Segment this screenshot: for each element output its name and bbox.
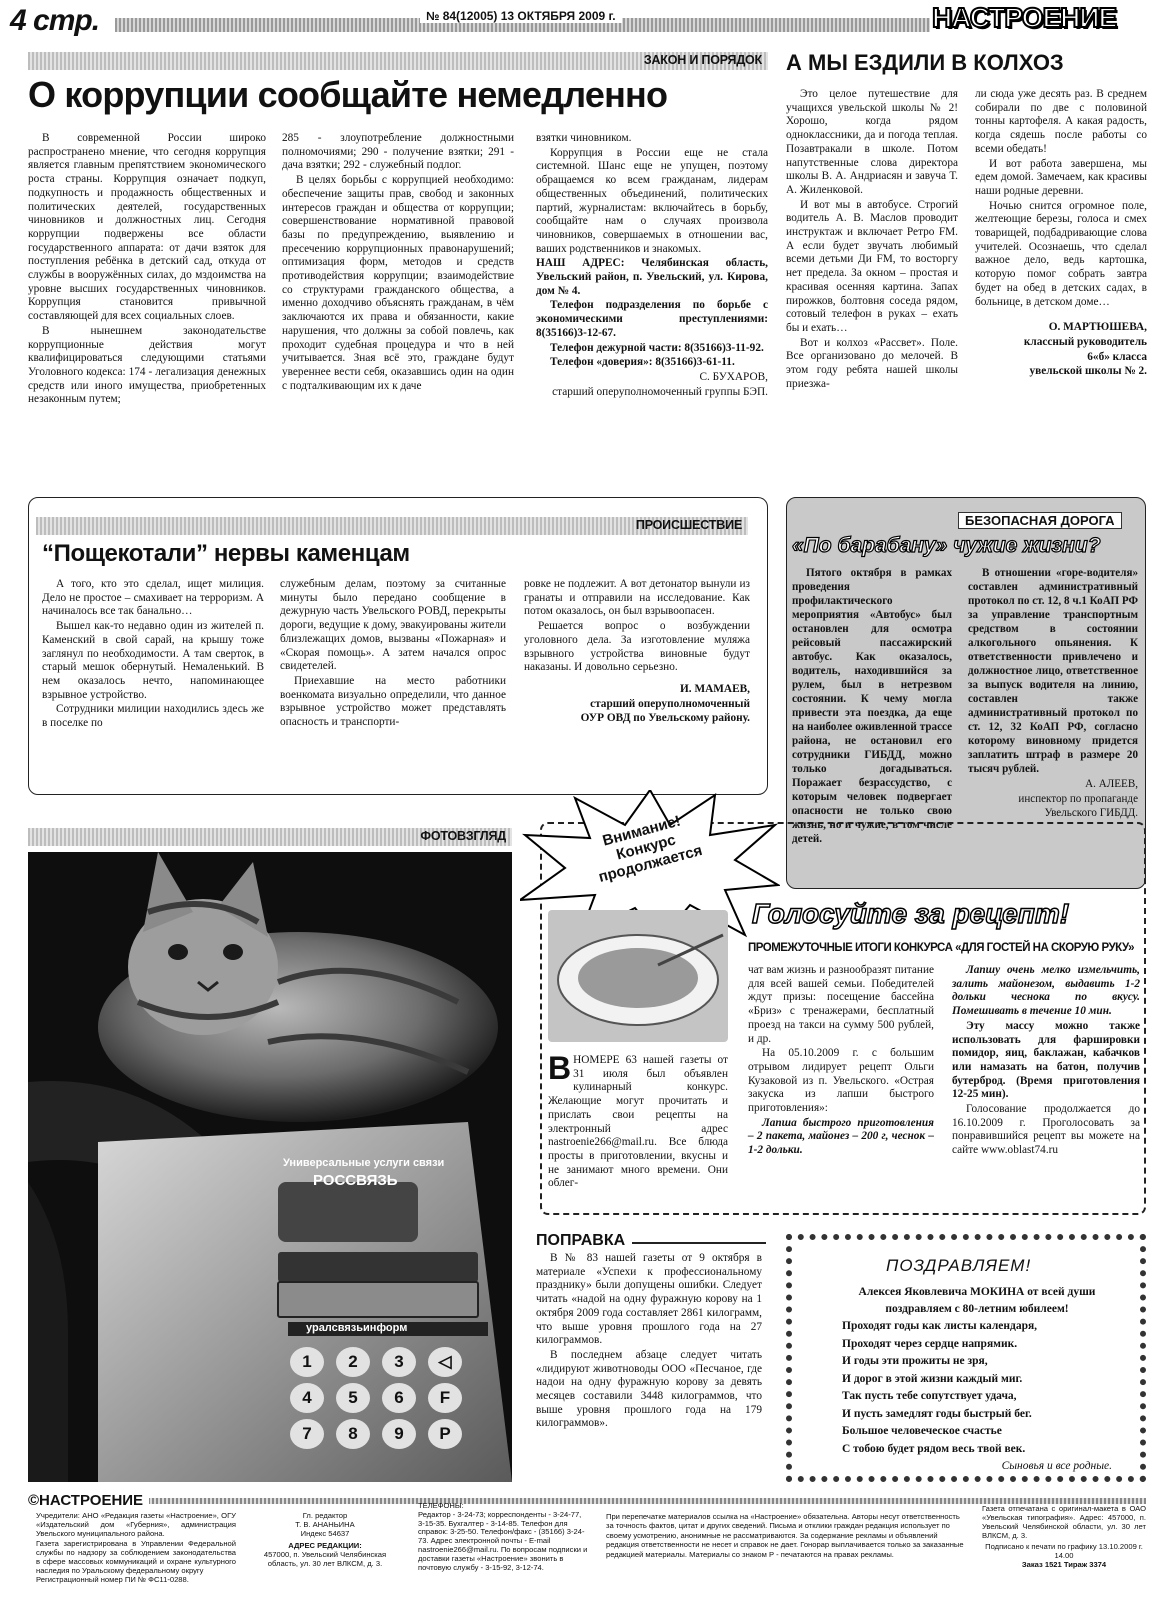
paragraph: В № 83 нашей газеты от 9 октября в материале «Успехи к профессиональному празднику» были допущены ошибки. Следует читать «надой на одну фуражную корову на 1 октября 2009 года составляет 2861 килограмм, что выше уровня прошлого года на 27 килограммов. bbox=[536, 1252, 762, 1347]
kolkhoz-col1 bbox=[786, 88, 958, 392]
paragraph: В последнем абзаце следует читать «лидируют животноводы ООО «Песчаное, где надои на одну фуражную корову за девять месяцев составили 3448 килограммов, что выше уровня прошлого года на 179 килограммов». bbox=[536, 1348, 762, 1430]
order-text: Заказ 1521 Тираж 3374 bbox=[1021, 1560, 1107, 1569]
cat-photo bbox=[28, 852, 512, 1482]
paragraph: И вот мы в автобусе. Строгий водитель А. В. Маслов проводит инструктаж и включает Ретро FM. А если будет звучать любимый всеми детьми Ди FM, то восторгу нет предела. За окном – простая и красивая осенняя картина. Запах пирожков, болтовня соседа рядом, сотовый телефон в руках – ехать бы и ехать… bbox=[786, 198, 958, 334]
key: 5 bbox=[336, 1383, 370, 1413]
author: О. МАРТЮШЕВА, bbox=[1048, 321, 1147, 334]
paragraph: Решается вопрос о возбуждении уголовного дела. За изготовление муляжа взрывного устройства виновные будут наказаны. И довольно серьезно. bbox=[524, 620, 750, 674]
author-title: ОУР ОВД по Увельскому району. bbox=[580, 712, 750, 725]
verse-line: Проходят годы как листы календаря, bbox=[842, 1320, 1038, 1332]
phone-keypad bbox=[290, 1347, 470, 1449]
greeting-title: ПОЗДРАВЛЯЕМ! bbox=[886, 1256, 1032, 1275]
founders-text: Учредители: АНО «Редакция газеты «Настроение», ОГУ «Издательский дом «Губерния», администрация Увельского муниципального района. bbox=[36, 1511, 236, 1538]
key: 9 bbox=[382, 1419, 416, 1449]
issue-info: № 84(12005) 13 ОКТЯБРЯ 2009 г. bbox=[420, 9, 622, 23]
corruption-title: О коррупции сообщайте немедленно bbox=[28, 74, 668, 115]
address-label: АДРЕС РЕДАКЦИИ: bbox=[288, 1541, 362, 1551]
author-title: старший оперуполномоченный bbox=[590, 697, 750, 710]
paragraph: А того, кто это сделал, ищет милиция. Дело не простое – смахивает на терроризм. А начиналось все так банально… bbox=[42, 578, 264, 618]
footer-print bbox=[982, 1504, 1146, 1569]
incident-col3 bbox=[524, 578, 750, 727]
recipe-ingredients: Лапша быстрого приготовления – 2 пакета, майонез – 200 г, чеснок – 1-2 дольки. bbox=[748, 1116, 934, 1157]
greeting-intro: Алексея Яковлевича МОКИНА от всей души поздравляем с 80-летним юбилеем! bbox=[858, 1286, 1096, 1315]
paragraph: В нынешнем законодательстве коррупционные действия могут квалифицироваться следующими статьями Уголовного кодекса: 174 - легализация денежных средств или иного имущества, приобретенных незаконным путем; bbox=[28, 324, 266, 406]
correction-rule bbox=[632, 1242, 766, 1244]
key: ◁ bbox=[428, 1347, 462, 1377]
paragraph: ровке не подлежит. А вот детонатор вынули из гранаты и отправили на исследование. Как потом оказалось, он был взрывоопасен. bbox=[524, 578, 750, 618]
contest-subtitle: ПРОМЕЖУТОЧНЫЕ ИТОГИ КОНКУРСА «ДЛЯ ГОСТЕЙ НА СКОРУЮ РУКУ» bbox=[748, 942, 1135, 954]
phones-text: Редактор - 3-24-73; корреспонденты - 3-24-77, 3-15-35. Бухгалтер - 3-14-85. Телефон для справок: 3-25-50. Телефон/факс - (35166) 3-24-73. Адрес электронной почты - E-mail nastroenie266@mail.ru. По вопросам подписки и доставки газеты «Настроение» звонить в почтовую службу - 3-15-92, 3-12-74. bbox=[418, 1509, 588, 1572]
key: F bbox=[428, 1383, 462, 1413]
index-text: Индекс 54637 bbox=[300, 1528, 350, 1538]
phones-label: ТЕЛЕФОНЫ: bbox=[418, 1501, 464, 1510]
paragraph: взятки чиновником. bbox=[536, 132, 632, 144]
verse-line: Так пусть тебе сопутствует удача, bbox=[842, 1390, 1017, 1402]
paragraph: В современной России широко распространено мнение, что сегодня коррупция является главным препятствием экономического роста страны. Коррупция означает подкуп, подкупность и продажность общественных и политических деятелей, государственных чиновников и должностных лиц. Сегодня коррупции подвержены все области государственного аппарата: от дачи взяток для поступления ребёнка в детский сад, откуда от службы в вооружённых силах, до мздоимства на уровне высших государственных чиновников. Коррупция становится привычной составляющей для всех социальных слоев. bbox=[28, 132, 266, 323]
key: 3 bbox=[382, 1347, 416, 1377]
rubric-road: БЕЗОПАСНАЯ ДОРОГА bbox=[958, 512, 1122, 529]
road-col1 bbox=[792, 566, 952, 847]
phone-line: Телефон дежурной части: 8(35166)3-11-92. bbox=[550, 341, 764, 354]
paragraph: Пятого октября в рамках проведения профилактического мероприятия «Автобус» был остановлен для осмотра рейсовый пассажирский автобус. Как оказалось, водитель, находившийся за рулем, был в нетрезвом состоянии. К чему могла привести эта поездка, да еще на наиболее оживленной трассе района, не остановил его сотрудники ГИБДД, можно только догадываться. Поражает безрассудство, с которым человек подвергает опасности не только свою жизнь, но и чужие, в том числе детей. bbox=[792, 567, 952, 845]
footer-phones bbox=[418, 1502, 588, 1572]
address-text: 457000, п. Увельский Челябинская область, ул. 30 лет ВЛКСМ, д. 3. bbox=[263, 1550, 387, 1568]
page-number: 4 стр. bbox=[10, 4, 100, 37]
paragraph: Эту массу можно также использовать для фаршировки помидор, яиц, баклажан, кабачков или намазать на батон, получив бутерброд. (Время приготовления 12-25 мин). bbox=[952, 1019, 1140, 1101]
correction-title: ПОПРАВКА bbox=[536, 1232, 626, 1249]
paragraph: Вышел как-то недавно один из жителей п. Каменский в свой сарай, на крышу тоже заглянул по необходимости. А там сверток, в старый мешок обернутый. Немаленький. В нем оказалось нечто, напоминающее взрывное устройство. bbox=[42, 620, 264, 701]
author: И. МАМАЕВ, bbox=[680, 682, 750, 695]
contest-col1 bbox=[548, 1050, 728, 1192]
footer-founders bbox=[36, 1512, 236, 1584]
key: 8 bbox=[336, 1419, 370, 1449]
paragraph: И вот работа завершена, мы едем домой. Замечаем, как красивы наши родные деревни. bbox=[975, 157, 1147, 197]
editor-name: Т. В. АНАНЬИНА bbox=[295, 1519, 355, 1529]
paragraph: В отношении «горе-водителя» составлен административный протокол по ст. 12, 8 ч.1 КоАП РФ за управление транспортным средством в состоянии алкогольного опьянения. К ответственности привлечено и должностное лицо, ответственное за выпуск водителя на линию, составлен также административный протокол по ст. 12, 32 КоАП РФ, согласно которому виновному придется заплатить штраф в размере 20 тысяч рублей. bbox=[968, 567, 1138, 775]
footer-notice bbox=[606, 1512, 966, 1559]
corruption-col1 bbox=[28, 132, 266, 408]
kolkhoz-col2 bbox=[975, 88, 1147, 380]
author: А. АЛЕЕВ, bbox=[1085, 778, 1138, 790]
greeting-sign: Сыновья и все родные. bbox=[1001, 1460, 1112, 1472]
kolkhoz-title: А МЫ ЕЗДИЛИ В КОЛХОЗ bbox=[786, 50, 1064, 75]
verse-line: Проходят через сердце напрямик. bbox=[842, 1337, 1018, 1350]
key: 2 bbox=[336, 1347, 370, 1377]
phone-name: РОССВЯЗЬ bbox=[313, 1172, 398, 1189]
paragraph: чат вам жизнь и разнообразят питание для всей вашей семьи. Победителей ждут призы: посещение бассейна «Бриз» с тренажерами, бесплатный проезд на такси на сумму 500 рублей, и др. bbox=[748, 964, 934, 1045]
rubric-incident: ПРОИСШЕСТВИЕ bbox=[36, 517, 748, 535]
paragraph: В целях борьбы с коррупцией необходимо: обеспечение защиты прав, свобод и законных интересов граждан и общества от коррупции; совершенствование нормативной правовой базы по предупреждению, выявлению и пресечению коррупционных правонарушений; оптимизация форм, методов и средств противодействия коррупции; взаимодействие со структурами гражданского общества, а именно доходчиво объяснять гражданам, в чём заключаются их права и обязанности, какие нарушения, что должны за собой повлечь, как проходит судебная процедура и что в ней учитывается. Зная всё это, граждане будут увереннее вести себя, оказавшись один на один с подталкивающим их к даче bbox=[282, 174, 514, 392]
rubric-photo: ФОТОВЗГЛЯД bbox=[28, 828, 512, 846]
corruption-col3 bbox=[536, 132, 768, 400]
masthead bbox=[0, 0, 1176, 44]
verse-line: И дорог в этой жизни каждый миг. bbox=[842, 1372, 1023, 1385]
editor-label: Гл. редактор bbox=[302, 1511, 348, 1520]
paragraph: Вот и колхоз «Рассвет». Поле. Все организовано до мелочей. В этом году ребята нашей школы приезжа- bbox=[786, 336, 958, 390]
registered-text: Газета зарегистрирована в Управлении Федеральной службы по надзору за соблюдением законодательства в сфере массовых коммуникаций и охране культурного наследия по Уральскому федеральному округу bbox=[36, 1539, 236, 1575]
author-title: 6«б» класса bbox=[1087, 350, 1147, 363]
author-title: увельской школы № 2. bbox=[1029, 365, 1147, 378]
paragraph: ли сюда уже десять раз. В среднем собирали по две с половиной тонны картофеля. А какая радость, когда сядешь после работы со всеми обедать! bbox=[975, 88, 1147, 155]
author-title: старший оперуполномоченный группы БЭП. bbox=[552, 385, 768, 398]
key: P bbox=[428, 1419, 462, 1449]
dropcap: В bbox=[548, 1050, 572, 1086]
phone-line: Телефон подразделения по борьбе с экономическими преступлениями: 8(35166)3-12-67. bbox=[536, 299, 768, 339]
paragraph: Голосование продолжается до 16.10.2009 г. Проголосовать за понравившийся рецепт вы можете на сайте www.oblast74.ru bbox=[952, 1103, 1140, 1157]
paragraph: На 05.10.2009 г. с большим отрывом лидирует рецепт Ольги Кузаковой из п. Увельского. «Острая закуска из лапши быстрого приготовления»: bbox=[748, 1047, 934, 1115]
author-title: инспектор по пропаганде Увельского ГИБДД. bbox=[1018, 793, 1138, 819]
dish-photo bbox=[548, 910, 728, 1042]
paragraph: служебным делам, поэтому за считанные минуты было передано сообщение в дежурную часть Увельского РОВД, перекрыты дороги, ведущие к дому, эвакуированы жители близлежащих домов, вызваны «Пожарная» и «Скорая помощь». А затем начался опрос свидетелей. bbox=[280, 578, 506, 673]
phone-maker: уралсвязьинформ bbox=[306, 1322, 408, 1334]
vote-title: Голосуйте за рецепт! bbox=[752, 898, 1070, 929]
key: 7 bbox=[290, 1419, 324, 1449]
burst-text: Внимание! Конкурс продолжается bbox=[596, 812, 705, 886]
corruption-col2 bbox=[282, 132, 514, 394]
paragraph: 285 - злоупотребление должностными полномочиями; 290 - получение взятки; 291 - дача взятки; 292 - служебный подлог. bbox=[282, 132, 514, 172]
phone-line: Телефон «доверия»: 8(35166)3-61-11. bbox=[550, 356, 735, 369]
road-col2 bbox=[968, 566, 1138, 821]
incident-col2 bbox=[280, 578, 506, 731]
correction-body bbox=[536, 1252, 762, 1432]
recipe-steps: Лапшу очень мелко измельчить, залить майонезом, выдавить 1-2 дольки чеснока по вкусу. Помешивать в течение 10 мин. bbox=[952, 964, 1140, 1018]
notice-text: При перепечатке материалов ссылка на «Настроение» обязательна. Авторы несут ответственность за точность фактов, цитат и других сведений. Письма и отклики граждан редакция использует по своему усмотрению, анонимные не рассматриваются. За содержание рекламы и объявлений редакция ответственности не несет и справок не дает. Гонорар выплачивается только за заказанные редакцией материалы. Материалы со знаком Р - печатаются на правах рекламы. bbox=[606, 1512, 964, 1559]
paragraph: Приехавшие на место работники военкомата визуально определили, что данное взрывное устройство может представлять опасность и транспорти- bbox=[280, 674, 506, 729]
verse-line: Большое человеческое счастье bbox=[842, 1425, 1002, 1437]
phone-brand: Универсальные услуги связи bbox=[283, 1157, 445, 1169]
greeting-body bbox=[842, 1284, 1112, 1476]
incident-col1 bbox=[42, 578, 264, 732]
paragraph: Коррупция в России еще не стала системной. Шанс еще не упущен, поэтому обращаемся ко всем гражданам, лидерам общественных объединений, политических партий, журналистам: включайтесь в борьбу, сообщайте нам о случаях произвола чиновников, совершаемых в отношении вас, ваших родственников и знакомых. bbox=[536, 146, 768, 255]
signed-text: Подписано к печати по графику 13.10.2009 г. 14.00 bbox=[985, 1542, 1143, 1560]
verse-line: И пусть замедлят годы быстрый бег. bbox=[842, 1407, 1032, 1420]
contest-col2 bbox=[748, 964, 934, 1159]
rubric-law: ЗАКОН И ПОРЯДОК bbox=[28, 52, 768, 70]
contest-col3 bbox=[952, 964, 1140, 1159]
print-text: Газета отпечатана с оригинал-макета в ОАО «Увельская типография». Адрес: 457000, п. Увельский Челябинской области, ул. 30 лет ВЛКСМ, д. 3. bbox=[982, 1504, 1146, 1540]
paragraph: Сотрудники милиции находились здесь же в поселке по bbox=[42, 703, 264, 730]
key: 1 bbox=[290, 1347, 324, 1377]
paragraph: Это целое путешествие для учащихся увельской школы № 2! Хорошо, когда рядом одноклассники, да и погода теплая. Позавтракали в школе. Потом напутственные слова директора школы В. А. Андриасян и завуча Т. А. Жиленковой. bbox=[786, 88, 958, 196]
road-title: «По барабану» чужие жизни? bbox=[792, 534, 1101, 557]
verse-line: И годы эти прожиты не зря, bbox=[842, 1355, 988, 1367]
footer-editor bbox=[250, 1512, 400, 1569]
key: 4 bbox=[290, 1383, 324, 1413]
address: НАШ АДРЕС: Челябинская область, Увельский район, п. Увельский, ул. Кирова, дом № 4. bbox=[536, 257, 768, 297]
regnum-text: Регистрационный номер ПИ № ФС11-0288. bbox=[36, 1574, 189, 1584]
key: 6 bbox=[382, 1383, 416, 1413]
paragraph: Ночью снится огромное поле, желтеющие березы, голоса и смех товарищей, подбадривающие слова учителей. Осознаешь, что сделал важное дело, ведь картошка, которую помог собрать завтра будет на обед в детских садах, в больнице, в детском доме… bbox=[975, 199, 1147, 308]
paper-name: НАСТРОЕНИЕ bbox=[932, 2, 1117, 33]
author-title: классный руководитель bbox=[1023, 335, 1147, 348]
author: С. БУХАРОВ, bbox=[699, 370, 768, 383]
verse-line: С тобою будет рядом весь твой век. bbox=[842, 1442, 1026, 1455]
footer-logo: ©НАСТРОЕНИЕ bbox=[28, 1492, 149, 1509]
incident-title: “Пощекотали” нервы каменцам bbox=[42, 540, 410, 567]
paragraph: ВНОМЕРЕ 63 нашей газеты от 31 июля был объявлен кулинарный конкурс. Желающие могут прочитать и прислать свои рецепты на электронный адрес nastroenie266@mail.ru. Все блюда просты в приготовлении, вкусны и не занимают много времени. Они облег- bbox=[548, 1050, 728, 1190]
